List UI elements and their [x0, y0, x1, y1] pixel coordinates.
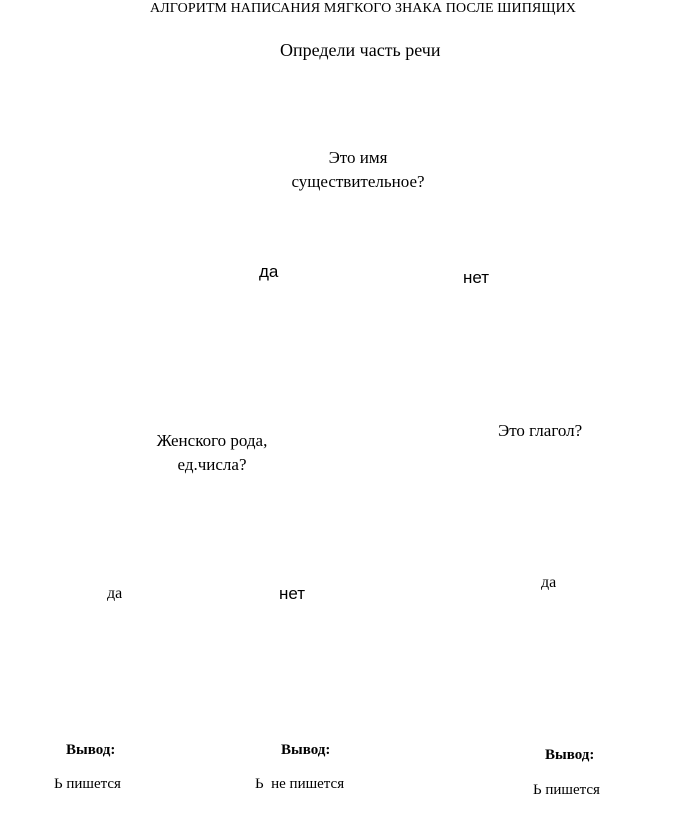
- answer-noun-yes: да: [259, 262, 279, 281]
- conclusion-2-text: Ь не пишется: [255, 776, 345, 792]
- question-is-noun-line1: Это имя: [328, 148, 388, 167]
- conclusion-3-heading: Вывод:: [545, 747, 595, 763]
- answer-feminine-yes: да: [107, 585, 123, 602]
- question-feminine-singular-line2: ед.числа?: [177, 455, 247, 474]
- step-identify-part-of-speech: Определи часть речи: [280, 40, 441, 60]
- page-title: АЛГОРИТМ НАПИСАНИЯ МЯГКОГО ЗНАКА ПОСЛЕ ШИПЯЩИХ: [150, 1, 576, 16]
- answer-verb-yes: да: [541, 574, 557, 591]
- answer-feminine-no: нет: [279, 584, 306, 603]
- question-feminine-singular: [140, 429, 284, 477]
- conclusion-1-text: Ь пишется: [54, 776, 121, 792]
- question-is-noun-line2: существительное?: [291, 172, 425, 191]
- conclusion-1-heading: Вывод:: [66, 742, 116, 758]
- question-feminine-singular-line1: Женского рода,: [156, 431, 268, 450]
- answer-noun-no: нет: [463, 268, 490, 287]
- question-is-verb: Это глагол?: [498, 421, 583, 440]
- question-is-noun: [280, 146, 436, 194]
- conclusion-2-heading: Вывод:: [281, 742, 331, 758]
- conclusion-3-text: Ь пишется: [533, 782, 600, 798]
